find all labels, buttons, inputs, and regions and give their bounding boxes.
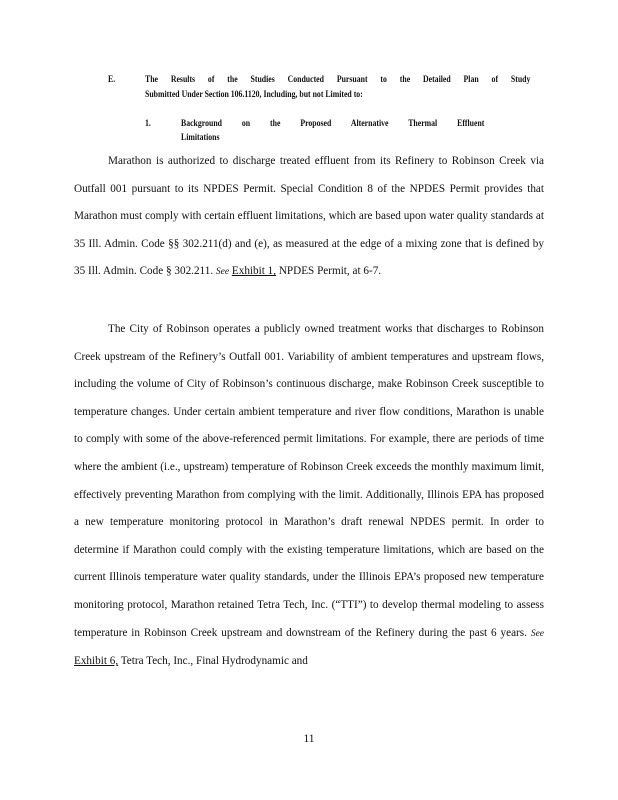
- paragraph-1-signal: See: [215, 267, 230, 278]
- section-letter: E.: [108, 75, 116, 85]
- paragraph-2-tail: Tetra Tech, Inc., Final Hydrodynamic and: [120, 655, 308, 668]
- section-heading-line1: The Results of the Studies Conducted Pursuant to the Detailed Plan of Study: [145, 75, 531, 85]
- subsection-number: 1.: [145, 119, 151, 129]
- paragraph-2: [74, 316, 544, 676]
- paragraph-1-tail: NPDES Permit, at 6-7.: [278, 265, 382, 278]
- paragraph-2-text: The City of Robinson operates a publicly owned treatment works that discharges to Robinson Creek upstream of the Refinery’s Outfall 001. Variability of ambient temperatures and upstream flows, including the volume of City of Robinson’s continuous discharge, make Robinson Creek susceptible to temperature changes. Under certain ambient temperature and river flow conditions, Marathon is unable to comply with some of the above-referenced permit limitations. For example, there are periods of time where the ambient (i.e., upstream) temperature of Robinson Creek exceeds the monthly maximum limit, effectively preventing Marathon from complying with the limit. Additionally, Illinois EPA has proposed a new temperature monitoring protocol in Marathon’s draft renewal NPDES permit. In order to determine if Marathon could comply with the existing temperature limitations, which are based on the current Illinois temperature water quality standards, under the Illinois EPA’s proposed new temperature monitoring protocol, Marathon retained Tetra Tech, Inc. (“TTI”) to develop thermal modeling to assess temperature in Robinson Creek upstream and downstream of the Refinery during the past 6 years.: [74, 323, 544, 639]
- exhibit-1-link[interactable]: Exhibit 1,: [231, 265, 277, 278]
- paragraph-1-text: Marathon is authorized to discharge treated effluent from its Refinery to Robinson Creek via Outfall 001 pursuant to its NPDES Permit. Special Condition 8 of the NPDES Permit provides that Marathon must comply with certain effluent limitations, which are based upon water quality standards at 35 Ill. Admin. Code §§ 302.211(d) and (e), as measured at the edge of a mixing zone that is defined by 35 Ill. Admin. Code § 302.211.: [74, 155, 544, 278]
- subsection-heading-line2: Limitations: [181, 133, 220, 143]
- subsection-heading-line1: Background on the Proposed Alternative Thermal Effluent: [181, 119, 485, 129]
- exhibit-6-link[interactable]: Exhibit 6,: [74, 655, 119, 668]
- paragraph-2-signal: See: [530, 628, 545, 639]
- paragraph-1: [74, 148, 544, 287]
- section-heading-line2: Submitted Under Section 106.1120, Including, but not Limited to:: [145, 90, 363, 100]
- page-number: 11: [303, 733, 315, 745]
